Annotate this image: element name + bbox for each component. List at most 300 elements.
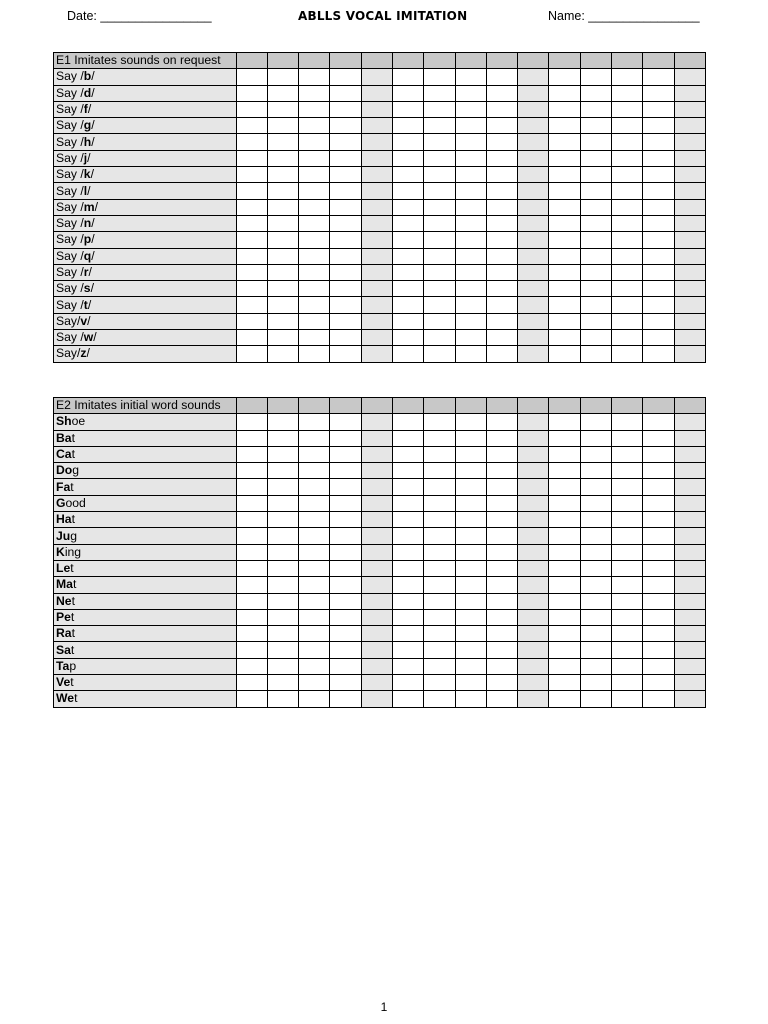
score-cell[interactable] (455, 626, 486, 642)
score-cell[interactable] (267, 479, 298, 495)
score-cell[interactable] (455, 248, 486, 264)
score-cell[interactable] (549, 118, 580, 134)
score-cell[interactable] (267, 330, 298, 346)
score-cell[interactable] (580, 560, 611, 576)
score-cell[interactable] (674, 609, 705, 625)
score-cell[interactable] (236, 183, 267, 199)
score-cell[interactable] (643, 118, 674, 134)
score-cell[interactable] (299, 297, 330, 313)
score-cell[interactable] (330, 69, 361, 85)
score-cell[interactable] (486, 512, 517, 528)
score-cell[interactable] (549, 414, 580, 430)
score-cell[interactable] (455, 642, 486, 658)
score-cell[interactable] (674, 330, 705, 346)
score-cell[interactable] (236, 150, 267, 166)
score-cell[interactable] (361, 167, 392, 183)
score-cell[interactable] (330, 593, 361, 609)
score-cell[interactable] (330, 446, 361, 462)
score-cell[interactable] (580, 642, 611, 658)
score-cell[interactable] (486, 101, 517, 117)
score-cell[interactable] (549, 264, 580, 280)
score-cell[interactable] (518, 495, 549, 511)
score-cell[interactable] (580, 479, 611, 495)
score-cell[interactable] (643, 69, 674, 85)
score-cell[interactable] (236, 167, 267, 183)
score-cell[interactable] (361, 528, 392, 544)
score-cell[interactable] (361, 281, 392, 297)
score-cell[interactable] (424, 248, 455, 264)
score-cell[interactable] (361, 430, 392, 446)
score-cell[interactable] (361, 150, 392, 166)
score-cell[interactable] (643, 346, 674, 362)
score-cell[interactable] (330, 528, 361, 544)
score-cell[interactable] (455, 463, 486, 479)
score-cell[interactable] (518, 577, 549, 593)
score-cell[interactable] (267, 297, 298, 313)
score-cell[interactable] (674, 658, 705, 674)
score-cell[interactable] (674, 118, 705, 134)
score-cell[interactable] (674, 495, 705, 511)
score-cell[interactable] (549, 69, 580, 85)
score-cell[interactable] (643, 183, 674, 199)
score-cell[interactable] (643, 430, 674, 446)
score-cell[interactable] (393, 626, 424, 642)
score-cell[interactable] (580, 577, 611, 593)
score-cell[interactable] (674, 264, 705, 280)
score-cell[interactable] (611, 593, 642, 609)
score-cell[interactable] (580, 69, 611, 85)
score-cell[interactable] (330, 495, 361, 511)
score-cell[interactable] (549, 512, 580, 528)
score-cell[interactable] (267, 577, 298, 593)
score-cell[interactable] (393, 560, 424, 576)
score-cell[interactable] (549, 560, 580, 576)
score-cell[interactable] (486, 528, 517, 544)
score-cell[interactable] (267, 150, 298, 166)
score-cell[interactable] (611, 626, 642, 642)
score-cell[interactable] (486, 199, 517, 215)
score-cell[interactable] (267, 199, 298, 215)
score-cell[interactable] (299, 150, 330, 166)
score-cell[interactable] (486, 675, 517, 691)
score-cell[interactable] (486, 346, 517, 362)
score-cell[interactable] (236, 495, 267, 511)
score-cell[interactable] (549, 85, 580, 101)
score-cell[interactable] (549, 658, 580, 674)
score-cell[interactable] (611, 134, 642, 150)
score-cell[interactable] (299, 101, 330, 117)
score-cell[interactable] (236, 430, 267, 446)
score-cell[interactable] (299, 577, 330, 593)
score-cell[interactable] (236, 215, 267, 231)
score-cell[interactable] (518, 658, 549, 674)
score-cell[interactable] (455, 346, 486, 362)
score-cell[interactable] (674, 544, 705, 560)
score-cell[interactable] (643, 248, 674, 264)
score-cell[interactable] (424, 414, 455, 430)
score-cell[interactable] (643, 609, 674, 625)
score-cell[interactable] (486, 691, 517, 707)
score-cell[interactable] (580, 675, 611, 691)
score-cell[interactable] (455, 658, 486, 674)
score-cell[interactable] (674, 346, 705, 362)
score-cell[interactable] (549, 495, 580, 511)
score-cell[interactable] (643, 85, 674, 101)
score-cell[interactable] (424, 626, 455, 642)
score-cell[interactable] (455, 313, 486, 329)
score-cell[interactable] (267, 183, 298, 199)
score-cell[interactable] (611, 330, 642, 346)
score-cell[interactable] (330, 430, 361, 446)
score-cell[interactable] (518, 150, 549, 166)
score-cell[interactable] (299, 313, 330, 329)
score-cell[interactable] (643, 642, 674, 658)
score-cell[interactable] (330, 560, 361, 576)
score-cell[interactable] (361, 642, 392, 658)
score-cell[interactable] (518, 118, 549, 134)
score-cell[interactable] (424, 609, 455, 625)
score-cell[interactable] (518, 626, 549, 642)
score-cell[interactable] (455, 430, 486, 446)
score-cell[interactable] (236, 69, 267, 85)
score-cell[interactable] (361, 544, 392, 560)
score-cell[interactable] (643, 101, 674, 117)
score-cell[interactable] (518, 430, 549, 446)
score-cell[interactable] (486, 658, 517, 674)
score-cell[interactable] (674, 479, 705, 495)
score-cell[interactable] (299, 346, 330, 362)
score-cell[interactable] (361, 248, 392, 264)
score-cell[interactable] (674, 313, 705, 329)
score-cell[interactable] (330, 479, 361, 495)
score-cell[interactable] (611, 232, 642, 248)
score-cell[interactable] (267, 215, 298, 231)
score-cell[interactable] (424, 577, 455, 593)
score-cell[interactable] (236, 691, 267, 707)
score-cell[interactable] (361, 414, 392, 430)
score-cell[interactable] (486, 150, 517, 166)
score-cell[interactable] (393, 150, 424, 166)
score-cell[interactable] (611, 85, 642, 101)
score-cell[interactable] (267, 626, 298, 642)
score-cell[interactable] (643, 544, 674, 560)
score-cell[interactable] (424, 512, 455, 528)
score-cell[interactable] (236, 642, 267, 658)
score-cell[interactable] (518, 675, 549, 691)
score-cell[interactable] (330, 118, 361, 134)
score-cell[interactable] (643, 658, 674, 674)
score-cell[interactable] (455, 215, 486, 231)
score-cell[interactable] (549, 577, 580, 593)
score-cell[interactable] (580, 430, 611, 446)
score-cell[interactable] (580, 414, 611, 430)
score-cell[interactable] (424, 479, 455, 495)
score-cell[interactable] (643, 675, 674, 691)
score-cell[interactable] (393, 463, 424, 479)
score-cell[interactable] (611, 691, 642, 707)
score-cell[interactable] (299, 69, 330, 85)
score-cell[interactable] (518, 414, 549, 430)
score-cell[interactable] (330, 691, 361, 707)
score-cell[interactable] (674, 577, 705, 593)
score-cell[interactable] (549, 675, 580, 691)
score-cell[interactable] (643, 414, 674, 430)
score-cell[interactable] (361, 658, 392, 674)
score-cell[interactable] (486, 248, 517, 264)
score-cell[interactable] (580, 281, 611, 297)
score-cell[interactable] (424, 167, 455, 183)
score-cell[interactable] (674, 150, 705, 166)
score-cell[interactable] (611, 118, 642, 134)
score-cell[interactable] (361, 313, 392, 329)
score-cell[interactable] (236, 118, 267, 134)
score-cell[interactable] (393, 199, 424, 215)
score-cell[interactable] (455, 118, 486, 134)
score-cell[interactable] (455, 264, 486, 280)
score-cell[interactable] (424, 232, 455, 248)
score-cell[interactable] (486, 430, 517, 446)
score-cell[interactable] (580, 101, 611, 117)
score-cell[interactable] (236, 134, 267, 150)
score-cell[interactable] (393, 101, 424, 117)
score-cell[interactable] (330, 134, 361, 150)
score-cell[interactable] (424, 675, 455, 691)
score-cell[interactable] (424, 69, 455, 85)
score-cell[interactable] (361, 134, 392, 150)
score-cell[interactable] (611, 642, 642, 658)
score-cell[interactable] (674, 248, 705, 264)
score-cell[interactable] (267, 495, 298, 511)
score-cell[interactable] (424, 101, 455, 117)
score-cell[interactable] (611, 150, 642, 166)
score-cell[interactable] (393, 85, 424, 101)
score-cell[interactable] (486, 297, 517, 313)
score-cell[interactable] (299, 215, 330, 231)
score-cell[interactable] (518, 446, 549, 462)
score-cell[interactable] (674, 675, 705, 691)
score-cell[interactable] (643, 297, 674, 313)
score-cell[interactable] (393, 446, 424, 462)
score-cell[interactable] (299, 495, 330, 511)
score-cell[interactable] (267, 446, 298, 462)
score-cell[interactable] (455, 691, 486, 707)
score-cell[interactable] (299, 528, 330, 544)
score-cell[interactable] (611, 609, 642, 625)
score-cell[interactable] (455, 414, 486, 430)
score-cell[interactable] (393, 134, 424, 150)
score-cell[interactable] (549, 297, 580, 313)
score-cell[interactable] (236, 101, 267, 117)
score-cell[interactable] (455, 281, 486, 297)
score-cell[interactable] (580, 330, 611, 346)
score-cell[interactable] (580, 118, 611, 134)
score-cell[interactable] (580, 297, 611, 313)
score-cell[interactable] (299, 512, 330, 528)
score-cell[interactable] (330, 101, 361, 117)
score-cell[interactable] (611, 430, 642, 446)
score-cell[interactable] (361, 675, 392, 691)
score-cell[interactable] (424, 642, 455, 658)
score-cell[interactable] (486, 463, 517, 479)
score-cell[interactable] (486, 118, 517, 134)
score-cell[interactable] (518, 691, 549, 707)
score-cell[interactable] (549, 167, 580, 183)
score-cell[interactable] (486, 167, 517, 183)
score-cell[interactable] (393, 495, 424, 511)
score-cell[interactable] (393, 118, 424, 134)
score-cell[interactable] (486, 183, 517, 199)
score-cell[interactable] (611, 167, 642, 183)
score-cell[interactable] (361, 118, 392, 134)
score-cell[interactable] (674, 167, 705, 183)
score-cell[interactable] (330, 626, 361, 642)
score-cell[interactable] (330, 264, 361, 280)
score-cell[interactable] (424, 134, 455, 150)
score-cell[interactable] (236, 414, 267, 430)
score-cell[interactable] (330, 183, 361, 199)
score-cell[interactable] (330, 675, 361, 691)
score-cell[interactable] (330, 215, 361, 231)
score-cell[interactable] (518, 560, 549, 576)
score-cell[interactable] (611, 675, 642, 691)
score-cell[interactable] (674, 199, 705, 215)
score-cell[interactable] (299, 199, 330, 215)
score-cell[interactable] (424, 281, 455, 297)
score-cell[interactable] (580, 346, 611, 362)
score-cell[interactable] (236, 199, 267, 215)
score-cell[interactable] (299, 167, 330, 183)
score-cell[interactable] (486, 544, 517, 560)
score-cell[interactable] (611, 512, 642, 528)
score-cell[interactable] (455, 675, 486, 691)
score-cell[interactable] (361, 463, 392, 479)
score-cell[interactable] (236, 297, 267, 313)
score-cell[interactable] (518, 101, 549, 117)
score-cell[interactable] (236, 675, 267, 691)
score-cell[interactable] (549, 183, 580, 199)
score-cell[interactable] (299, 85, 330, 101)
score-cell[interactable] (299, 183, 330, 199)
score-cell[interactable] (643, 626, 674, 642)
score-cell[interactable] (518, 463, 549, 479)
score-cell[interactable] (455, 232, 486, 248)
score-cell[interactable] (611, 313, 642, 329)
score-cell[interactable] (267, 609, 298, 625)
score-cell[interactable] (580, 626, 611, 642)
score-cell[interactable] (643, 593, 674, 609)
score-cell[interactable] (393, 167, 424, 183)
score-cell[interactable] (674, 528, 705, 544)
score-cell[interactable] (236, 346, 267, 362)
score-cell[interactable] (236, 446, 267, 462)
score-cell[interactable] (580, 658, 611, 674)
score-cell[interactable] (393, 69, 424, 85)
date-field-label[interactable]: Date: ________________ (67, 9, 212, 23)
score-cell[interactable] (611, 199, 642, 215)
score-cell[interactable] (549, 430, 580, 446)
score-cell[interactable] (549, 101, 580, 117)
score-cell[interactable] (236, 512, 267, 528)
score-cell[interactable] (643, 691, 674, 707)
score-cell[interactable] (674, 463, 705, 479)
score-cell[interactable] (486, 330, 517, 346)
score-cell[interactable] (424, 215, 455, 231)
score-cell[interactable] (330, 199, 361, 215)
score-cell[interactable] (518, 199, 549, 215)
score-cell[interactable] (580, 463, 611, 479)
score-cell[interactable] (424, 544, 455, 560)
score-cell[interactable] (455, 150, 486, 166)
score-cell[interactable] (330, 313, 361, 329)
score-cell[interactable] (299, 463, 330, 479)
score-cell[interactable] (674, 560, 705, 576)
score-cell[interactable] (518, 512, 549, 528)
score-cell[interactable] (518, 528, 549, 544)
score-cell[interactable] (674, 691, 705, 707)
score-cell[interactable] (455, 512, 486, 528)
score-cell[interactable] (361, 346, 392, 362)
score-cell[interactable] (267, 560, 298, 576)
score-cell[interactable] (580, 495, 611, 511)
score-cell[interactable] (330, 642, 361, 658)
score-cell[interactable] (518, 479, 549, 495)
score-cell[interactable] (424, 150, 455, 166)
score-cell[interactable] (361, 264, 392, 280)
score-cell[interactable] (611, 101, 642, 117)
score-cell[interactable] (611, 577, 642, 593)
score-cell[interactable] (393, 313, 424, 329)
score-cell[interactable] (580, 183, 611, 199)
score-cell[interactable] (299, 248, 330, 264)
score-cell[interactable] (643, 215, 674, 231)
score-cell[interactable] (393, 430, 424, 446)
score-cell[interactable] (518, 346, 549, 362)
score-cell[interactable] (424, 430, 455, 446)
score-cell[interactable] (674, 446, 705, 462)
score-cell[interactable] (330, 463, 361, 479)
score-cell[interactable] (330, 232, 361, 248)
score-cell[interactable] (486, 642, 517, 658)
score-cell[interactable] (393, 528, 424, 544)
score-cell[interactable] (643, 463, 674, 479)
score-cell[interactable] (455, 167, 486, 183)
score-cell[interactable] (580, 215, 611, 231)
score-cell[interactable] (267, 593, 298, 609)
score-cell[interactable] (518, 593, 549, 609)
score-cell[interactable] (267, 414, 298, 430)
score-cell[interactable] (299, 479, 330, 495)
score-cell[interactable] (393, 577, 424, 593)
score-cell[interactable] (267, 658, 298, 674)
score-cell[interactable] (361, 495, 392, 511)
score-cell[interactable] (549, 626, 580, 642)
score-cell[interactable] (393, 544, 424, 560)
score-cell[interactable] (424, 313, 455, 329)
score-cell[interactable] (643, 264, 674, 280)
score-cell[interactable] (393, 183, 424, 199)
score-cell[interactable] (486, 609, 517, 625)
score-cell[interactable] (236, 85, 267, 101)
score-cell[interactable] (267, 463, 298, 479)
score-cell[interactable] (518, 281, 549, 297)
score-cell[interactable] (518, 215, 549, 231)
score-cell[interactable] (299, 414, 330, 430)
score-cell[interactable] (486, 593, 517, 609)
score-cell[interactable] (267, 167, 298, 183)
score-cell[interactable] (518, 544, 549, 560)
score-cell[interactable] (455, 85, 486, 101)
score-cell[interactable] (580, 85, 611, 101)
